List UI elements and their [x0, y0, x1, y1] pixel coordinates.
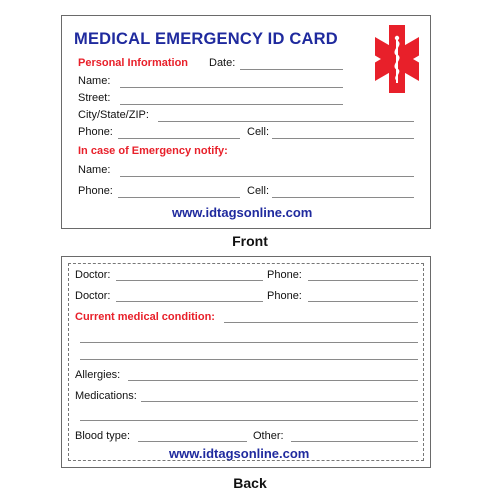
doctor2-phone-line — [308, 301, 418, 302]
card-title: MEDICAL EMERGENCY ID CARD — [74, 30, 338, 48]
emergency-phone-line — [118, 197, 240, 198]
medications-line — [141, 401, 418, 402]
front-card — [61, 15, 431, 229]
medications-label: Medications: — [75, 390, 137, 402]
blood-type-label: Blood type: — [75, 430, 131, 442]
back-card — [61, 256, 431, 468]
doctor2-label: Doctor: — [75, 290, 111, 302]
star-of-life-icon — [375, 25, 419, 93]
front-caption: Front — [232, 233, 268, 249]
doctor1-label: Doctor: — [75, 269, 111, 281]
front-website-link[interactable]: www.idtagsonline.com — [172, 205, 313, 220]
street-label: Street: — [78, 92, 111, 104]
phone-line — [118, 138, 240, 139]
personal-info-heading: Personal Information — [78, 57, 189, 69]
doctor2-phone-label: Phone: — [267, 290, 302, 302]
cell-label: Cell: — [247, 126, 270, 138]
phone-label: Phone: — [78, 126, 113, 138]
date-line — [240, 69, 343, 70]
blood-type-line — [138, 441, 247, 442]
medications-line-2 — [80, 420, 418, 421]
city-line — [158, 121, 414, 122]
condition-line-1 — [224, 322, 418, 323]
name-line — [120, 87, 343, 88]
date-label: Date: — [209, 57, 236, 69]
name-label: Name: — [78, 75, 111, 87]
emergency-name-line — [120, 176, 414, 177]
doctor1-line — [116, 280, 263, 281]
condition-heading: Current medical condition: — [75, 311, 215, 323]
emergency-cell-label: Cell: — [247, 185, 270, 197]
back-website-link[interactable]: www.idtagsonline.com — [169, 446, 310, 461]
emergency-cell-line — [272, 197, 414, 198]
condition-line-2 — [80, 342, 418, 343]
doctor1-phone-label: Phone: — [267, 269, 302, 281]
allergies-line — [128, 380, 418, 381]
doctor2-line — [116, 301, 263, 302]
emergency-phone-label: Phone: — [78, 185, 113, 197]
back-caption: Back — [233, 475, 267, 491]
city-label: City/State/ZIP: — [78, 109, 149, 121]
emergency-name-label: Name: — [78, 164, 111, 176]
condition-line-3 — [80, 359, 418, 360]
cell-line — [272, 138, 414, 139]
other-line — [291, 441, 418, 442]
allergies-label: Allergies: — [75, 369, 121, 381]
other-label: Other: — [253, 430, 284, 442]
doctor1-phone-line — [308, 280, 418, 281]
emergency-heading: In case of Emergency notify: — [78, 145, 228, 157]
street-line — [120, 104, 343, 105]
